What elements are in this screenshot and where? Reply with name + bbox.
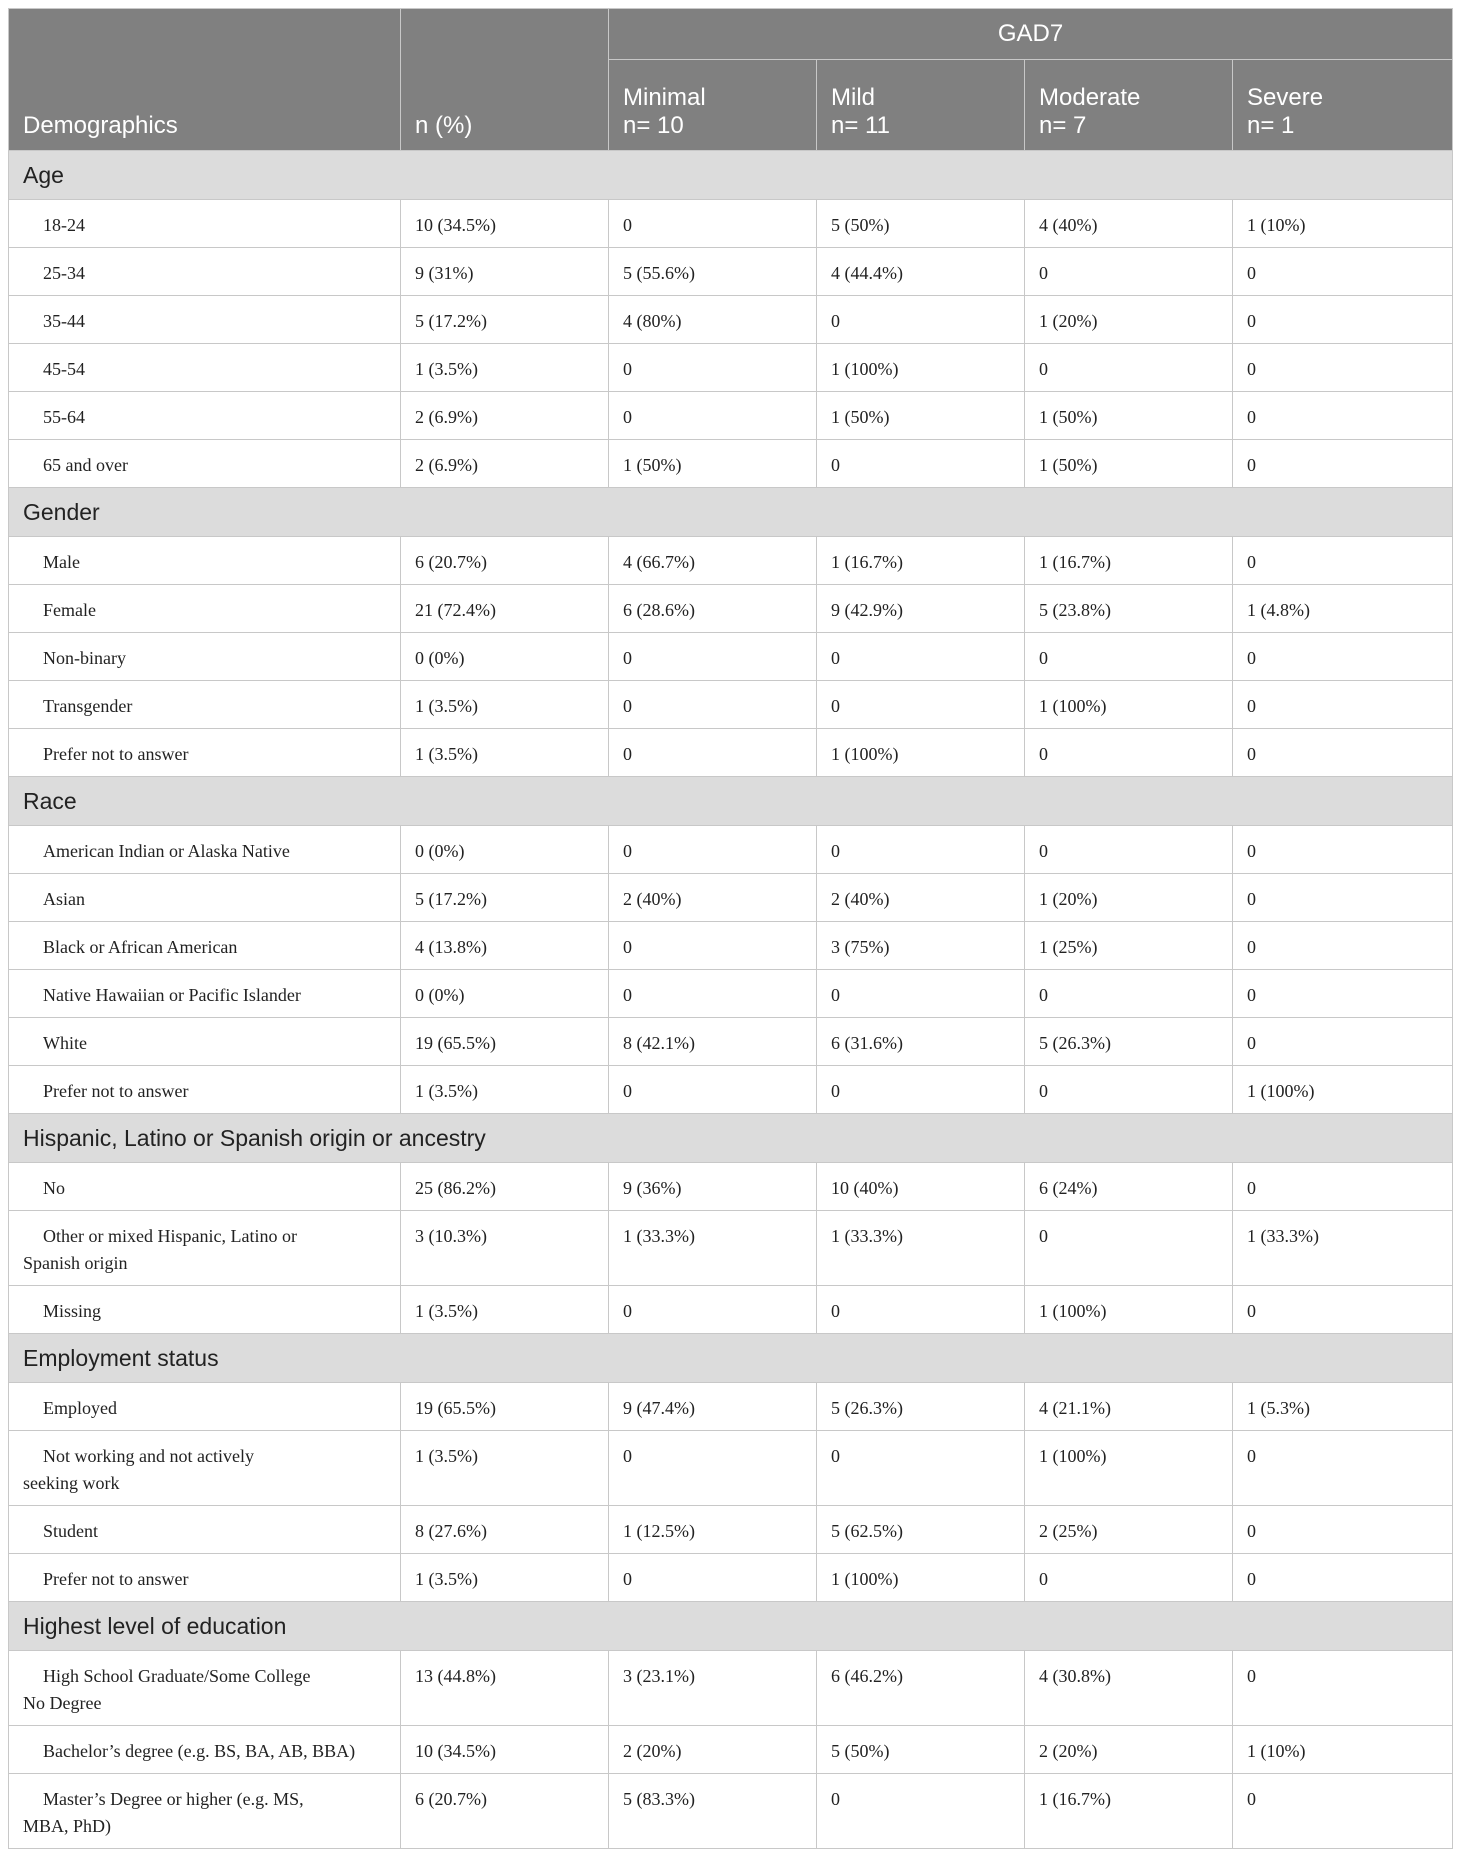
table-cell: 0 [609, 826, 817, 874]
table-cell: 4 (66.7%) [609, 537, 817, 585]
table-cell: 0 [1233, 874, 1453, 922]
row-label-text: 35-44 [43, 311, 85, 331]
table-row [9, 1066, 1453, 1114]
table-cell: 5 (83.3%) [609, 1774, 817, 1849]
section-row [9, 777, 1453, 826]
row-label-text: Black or African American [43, 937, 238, 957]
table-cell: 1 (50%) [1025, 392, 1233, 440]
table-cell: 0 [1025, 1554, 1233, 1602]
row-label [9, 200, 401, 248]
table-cell: 0 [609, 922, 817, 970]
table-cell: 10 (34.5%) [401, 200, 609, 248]
table-cell: 0 [1025, 344, 1233, 392]
table-row [9, 537, 1453, 585]
section-title: Race [9, 777, 1453, 826]
table-cell: 0 [1025, 633, 1233, 681]
table-cell: 1 (33.3%) [609, 1211, 817, 1286]
row-label-text: High School Graduate/Some College [43, 1666, 311, 1686]
table-cell: 4 (44.4%) [817, 248, 1025, 296]
row-label-text: Student [43, 1521, 99, 1541]
table-body [9, 151, 1453, 1849]
table-cell: 5 (26.3%) [817, 1383, 1025, 1431]
row-label-continuation: Spanish origin [23, 1253, 128, 1273]
header-level-minimal [609, 60, 817, 151]
table-row [9, 1554, 1453, 1602]
row-label-text: No [43, 1178, 65, 1198]
table-row [9, 344, 1453, 392]
table-cell: 1 (20%) [1025, 296, 1233, 344]
table-cell: 4 (13.8%) [401, 922, 609, 970]
table-cell: 5 (17.2%) [401, 874, 609, 922]
table-cell: 0 [1025, 248, 1233, 296]
row-label-text: 55-64 [43, 407, 85, 427]
table-cell: 0 [1025, 1211, 1233, 1286]
table-cell: 0 [1233, 440, 1453, 488]
table-cell: 2 (20%) [609, 1726, 817, 1774]
table-cell: 0 [817, 1066, 1025, 1114]
row-label-text: 25-34 [43, 263, 85, 283]
row-label-text: Missing [43, 1301, 102, 1321]
table-cell: 3 (23.1%) [609, 1651, 817, 1726]
table-cell: 0 (0%) [401, 826, 609, 874]
level-n: n= 10 [623, 112, 684, 139]
row-label [9, 970, 401, 1018]
table-cell: 0 [1233, 970, 1453, 1018]
table-cell: 0 [1233, 1554, 1453, 1602]
table-cell: 2 (6.9%) [401, 440, 609, 488]
row-label-text: Bachelor’s degree (e.g. BS, BA, AB, BBA) [43, 1741, 356, 1761]
row-label [9, 1774, 401, 1849]
table-row [9, 1506, 1453, 1554]
row-label-text: Male [43, 552, 80, 572]
table-header [9, 9, 1453, 151]
table-cell: 0 [1233, 1018, 1453, 1066]
row-label-text: Master’s Degree or higher (e.g. MS, [43, 1789, 304, 1809]
section-title: Hispanic, Latino or Spanish origin or ancestry [9, 1114, 1453, 1163]
table-cell: 0 [609, 729, 817, 777]
table-cell: 1 (3.5%) [401, 1286, 609, 1334]
table-cell: 0 [1233, 922, 1453, 970]
row-label [9, 681, 401, 729]
table-container [8, 8, 1452, 1849]
row-label-text: 45-54 [43, 359, 85, 379]
section-row [9, 151, 1453, 200]
table-cell: 0 [1233, 296, 1453, 344]
level-label: Mild [831, 84, 876, 111]
row-label [9, 1066, 401, 1114]
table-row [9, 1383, 1453, 1431]
row-label [9, 922, 401, 970]
table-row [9, 392, 1453, 440]
table-cell: 10 (40%) [817, 1163, 1025, 1211]
table-row [9, 248, 1453, 296]
table-row [9, 200, 1453, 248]
table-cell: 0 [1233, 248, 1453, 296]
row-label-text: Female [43, 600, 96, 620]
level-label: Minimal [623, 84, 706, 111]
table-cell: 1 (100%) [817, 729, 1025, 777]
table-cell: 0 [1233, 392, 1453, 440]
table-row [9, 1163, 1453, 1211]
table-cell: 0 [817, 296, 1025, 344]
table-cell: 1 (50%) [609, 440, 817, 488]
table-cell: 0 [817, 1286, 1025, 1334]
demographics-table [8, 8, 1453, 1849]
table-cell: 5 (26.3%) [1025, 1018, 1233, 1066]
table-cell: 0 [1025, 970, 1233, 1018]
table-cell: 3 (75%) [817, 922, 1025, 970]
row-label [9, 296, 401, 344]
table-cell: 0 [1233, 729, 1453, 777]
header-level-severe [1233, 60, 1453, 151]
row-label-text: Not working and not actively [43, 1446, 254, 1466]
row-label [9, 248, 401, 296]
row-label [9, 1383, 401, 1431]
row-label [9, 826, 401, 874]
table-cell: 1 (3.5%) [401, 1431, 609, 1506]
table-row [9, 681, 1453, 729]
table-cell: 2 (40%) [817, 874, 1025, 922]
table-cell: 0 [817, 826, 1025, 874]
table-row [9, 1018, 1453, 1066]
table-cell: 6 (28.6%) [609, 585, 817, 633]
table-cell: 0 [609, 344, 817, 392]
table-row [9, 440, 1453, 488]
table-cell: 5 (50%) [817, 200, 1025, 248]
table-cell: 1 (12.5%) [609, 1506, 817, 1554]
header-n-pct: n (%) [401, 9, 609, 151]
table-cell: 1 (100%) [1025, 681, 1233, 729]
table-cell: 13 (44.8%) [401, 1651, 609, 1726]
table-cell: 0 (0%) [401, 633, 609, 681]
table-cell: 5 (62.5%) [817, 1506, 1025, 1554]
row-label-text: Non-binary [43, 648, 126, 668]
table-cell: 1 (25%) [1025, 922, 1233, 970]
header-level-mild [817, 60, 1025, 151]
table-cell: 6 (24%) [1025, 1163, 1233, 1211]
table-cell: 0 (0%) [401, 970, 609, 1018]
table-row [9, 826, 1453, 874]
table-row [9, 1431, 1453, 1506]
level-label: Moderate [1039, 84, 1141, 111]
table-row [9, 1211, 1453, 1286]
table-cell: 1 (16.7%) [1025, 1774, 1233, 1849]
table-cell: 21 (72.4%) [401, 585, 609, 633]
table-cell: 0 [609, 1066, 817, 1114]
table-cell: 1 (3.5%) [401, 729, 609, 777]
row-label-text: Transgender [43, 696, 133, 716]
table-cell: 0 [817, 440, 1025, 488]
table-cell: 6 (20.7%) [401, 537, 609, 585]
table-cell: 0 [817, 1431, 1025, 1506]
table-cell: 1 (33.3%) [817, 1211, 1025, 1286]
table-cell: 0 [1233, 1431, 1453, 1506]
level-n: n= 7 [1039, 112, 1087, 139]
table-cell: 1 (100%) [1025, 1286, 1233, 1334]
table-cell: 1 (50%) [1025, 440, 1233, 488]
table-cell: 2 (20%) [1025, 1726, 1233, 1774]
table-cell: 4 (30.8%) [1025, 1651, 1233, 1726]
table-cell: 6 (46.2%) [817, 1651, 1025, 1726]
table-cell: 0 [817, 1774, 1025, 1849]
row-label-continuation: No Degree [23, 1693, 102, 1713]
table-cell: 1 (100%) [1025, 1431, 1233, 1506]
table-cell: 0 [1025, 1066, 1233, 1114]
level-label: Severe [1247, 84, 1324, 111]
table-row [9, 922, 1453, 970]
table-cell: 1 (100%) [817, 1554, 1025, 1602]
table-cell: 0 [817, 633, 1025, 681]
section-row [9, 1602, 1453, 1651]
table-cell: 0 [609, 1431, 817, 1506]
table-cell: 1 (50%) [817, 392, 1025, 440]
table-cell: 1 (3.5%) [401, 1066, 609, 1114]
table-cell: 0 [609, 681, 817, 729]
row-label-text: Prefer not to answer [43, 1569, 189, 1589]
section-title: Age [9, 151, 1453, 200]
row-label [9, 585, 401, 633]
row-label-text: Employed [43, 1398, 117, 1418]
section-row [9, 1114, 1453, 1163]
row-label [9, 729, 401, 777]
table-cell: 1 (16.7%) [817, 537, 1025, 585]
table-cell: 0 [817, 681, 1025, 729]
row-label [9, 633, 401, 681]
table-cell: 9 (47.4%) [609, 1383, 817, 1431]
table-cell: 6 (20.7%) [401, 1774, 609, 1849]
section-row [9, 488, 1453, 537]
table-cell: 0 [1233, 681, 1453, 729]
table-cell: 3 (10.3%) [401, 1211, 609, 1286]
table-row [9, 1774, 1453, 1849]
row-label [9, 1286, 401, 1334]
row-label-text: 18-24 [43, 215, 85, 235]
table-row [9, 1726, 1453, 1774]
table-cell: 2 (40%) [609, 874, 817, 922]
row-label-text: 65 and over [43, 455, 128, 475]
table-cell: 2 (6.9%) [401, 392, 609, 440]
table-row [9, 729, 1453, 777]
table-cell: 9 (42.9%) [817, 585, 1025, 633]
table-cell: 1 (3.5%) [401, 344, 609, 392]
section-title: Gender [9, 488, 1453, 537]
table-cell: 4 (80%) [609, 296, 817, 344]
table-cell: 0 [609, 200, 817, 248]
row-label [9, 1651, 401, 1726]
table-row [9, 874, 1453, 922]
section-row [9, 1334, 1453, 1383]
table-cell: 8 (42.1%) [609, 1018, 817, 1066]
table-cell: 19 (65.5%) [401, 1018, 609, 1066]
row-label-text: Prefer not to answer [43, 744, 189, 764]
table-cell: 0 [609, 1286, 817, 1334]
row-label [9, 344, 401, 392]
table-cell: 5 (23.8%) [1025, 585, 1233, 633]
table-cell: 0 [1233, 1286, 1453, 1334]
table-cell: 1 (10%) [1233, 200, 1453, 248]
header-demographics: Demographics [9, 9, 401, 151]
table-cell: 9 (31%) [401, 248, 609, 296]
table-cell: 5 (17.2%) [401, 296, 609, 344]
table-cell: 25 (86.2%) [401, 1163, 609, 1211]
table-cell: 1 (3.5%) [401, 1554, 609, 1602]
row-label-text: Prefer not to answer [43, 1081, 189, 1101]
row-label [9, 1211, 401, 1286]
row-label [9, 1506, 401, 1554]
row-label [9, 440, 401, 488]
table-cell: 4 (40%) [1025, 200, 1233, 248]
table-cell: 0 [1233, 344, 1453, 392]
table-cell: 19 (65.5%) [401, 1383, 609, 1431]
row-label [9, 1726, 401, 1774]
table-cell: 1 (5.3%) [1233, 1383, 1453, 1431]
header-level-moderate [1025, 60, 1233, 151]
table-cell: 0 [609, 392, 817, 440]
table-cell: 0 [1233, 1506, 1453, 1554]
row-label-text: Other or mixed Hispanic, Latino or [43, 1226, 297, 1246]
table-cell: 1 (100%) [1233, 1066, 1453, 1114]
row-label-text: American Indian or Alaska Native [43, 841, 290, 861]
table-cell: 0 [1025, 826, 1233, 874]
table-cell: 8 (27.6%) [401, 1506, 609, 1554]
table-cell: 0 [1233, 1163, 1453, 1211]
row-label [9, 392, 401, 440]
table-cell: 0 [1025, 729, 1233, 777]
row-label-text: Native Hawaiian or Pacific Islander [43, 985, 301, 1005]
table-cell: 0 [1233, 826, 1453, 874]
table-cell: 1 (16.7%) [1025, 537, 1233, 585]
table-cell: 0 [609, 633, 817, 681]
table-row [9, 633, 1453, 681]
row-label-continuation: seeking work [23, 1473, 120, 1493]
table-cell: 9 (36%) [609, 1163, 817, 1211]
table-cell: 1 (4.8%) [1233, 585, 1453, 633]
table-cell: 1 (20%) [1025, 874, 1233, 922]
table-cell: 10 (34.5%) [401, 1726, 609, 1774]
row-label [9, 537, 401, 585]
table-row [9, 296, 1453, 344]
table-cell: 0 [1233, 1774, 1453, 1849]
table-cell: 0 [609, 970, 817, 1018]
table-cell: 0 [609, 1554, 817, 1602]
row-label [9, 1163, 401, 1211]
table-cell: 1 (3.5%) [401, 681, 609, 729]
row-label [9, 874, 401, 922]
table-row [9, 1651, 1453, 1726]
table-row [9, 970, 1453, 1018]
header-gad7: GAD7 [609, 9, 1453, 60]
table-cell: 0 [1233, 537, 1453, 585]
row-label [9, 1018, 401, 1066]
row-label [9, 1554, 401, 1602]
section-title: Highest level of education [9, 1602, 1453, 1651]
row-label [9, 1431, 401, 1506]
table-cell: 2 (25%) [1025, 1506, 1233, 1554]
section-title: Employment status [9, 1334, 1453, 1383]
table-cell: 4 (21.1%) [1025, 1383, 1233, 1431]
table-row [9, 1286, 1453, 1334]
table-cell: 1 (33.3%) [1233, 1211, 1453, 1286]
table-cell: 6 (31.6%) [817, 1018, 1025, 1066]
table-cell: 1 (10%) [1233, 1726, 1453, 1774]
row-label-text: White [43, 1033, 87, 1053]
level-n: n= 11 [831, 112, 890, 139]
table-cell: 1 (100%) [817, 344, 1025, 392]
table-cell: 0 [1233, 633, 1453, 681]
table-cell: 0 [817, 970, 1025, 1018]
row-label-text: Asian [43, 889, 85, 909]
level-n: n= 1 [1247, 112, 1295, 139]
table-cell: 0 [1233, 1651, 1453, 1726]
table-cell: 5 (50%) [817, 1726, 1025, 1774]
table-row [9, 585, 1453, 633]
row-label-continuation: MBA, PhD) [23, 1816, 112, 1836]
table-cell: 5 (55.6%) [609, 248, 817, 296]
